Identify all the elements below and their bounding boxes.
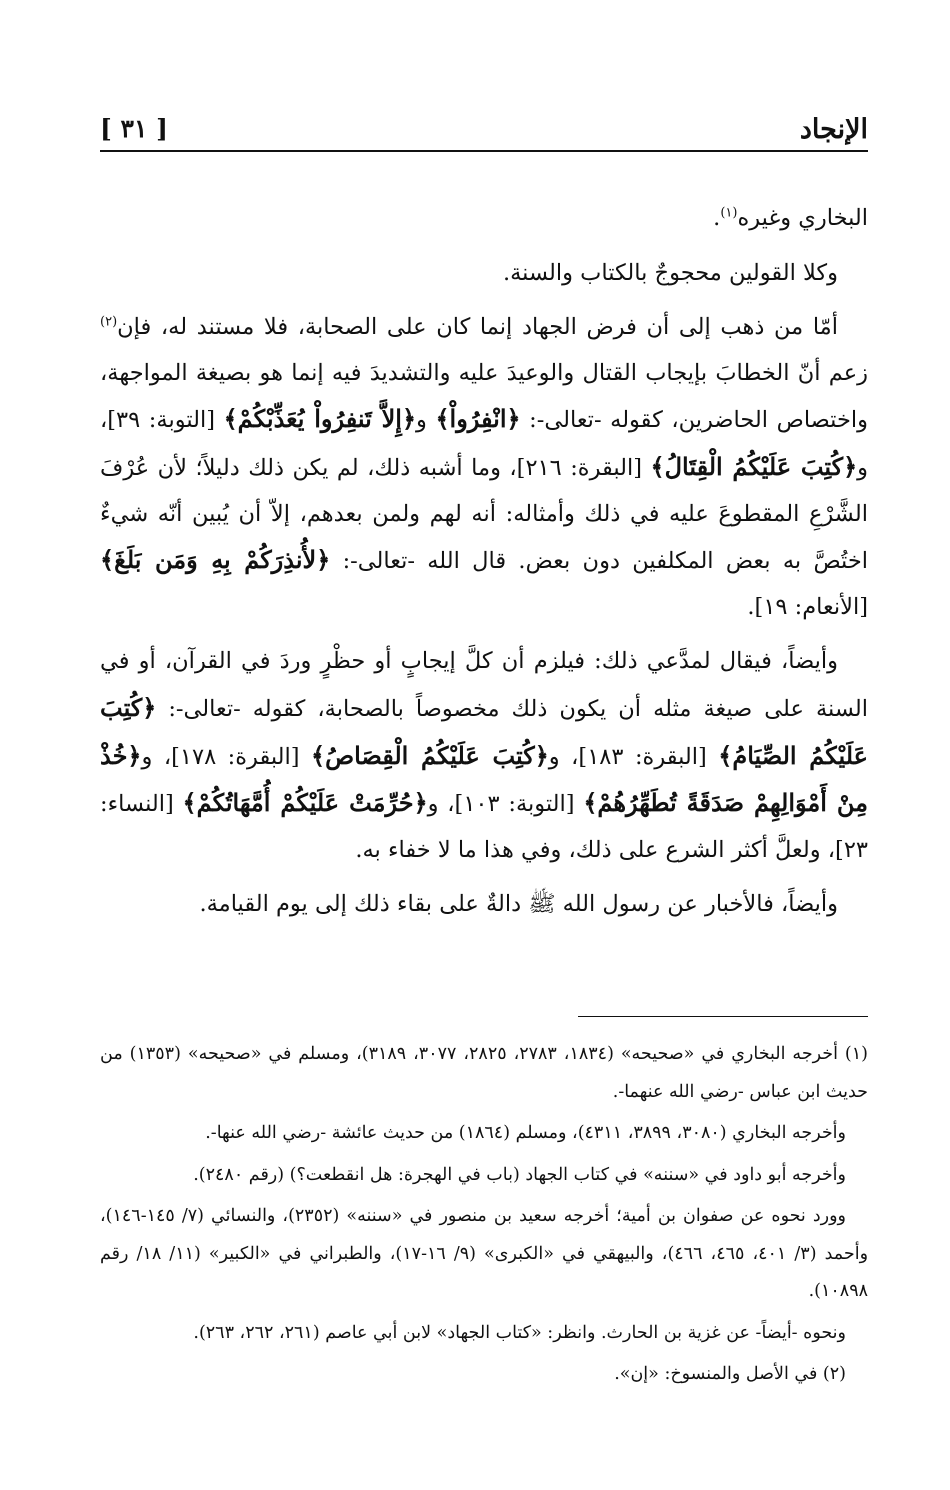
footnote-1-cont: وأخرجه أبو داود في «سننه» في كتاب الجهاد (باب في الهجرة: هل انقطعت؟) (رقم ٢٤٨٠). bbox=[193, 1164, 846, 1185]
quran-quote: ﴿خُذْ مِنْ أَمْوَالِهِمْ صَدَقَةً تُطَهِّرُهُمْ﴾ bbox=[100, 740, 869, 818]
quran-quote: ﴿كُتِبَ عَلَيْكُمُ الْقِصَاصُ﴾ bbox=[311, 740, 549, 770]
paragraph-4: وأيضاً، فيقال لمدَّعي ذلك: فيلزم أن كلَّ إيجابٍ أو حظْرٍ وردَ في القرآن، أو في السنة على صيغة مثله أن يكون ذلك مخصوصاً بالصحابة، كقوله -تعالى-: ﴿كُتِبَ عَلَيْكُمُ الصِّيَامُ﴾ [البقرة: ١٨٣]، و﴿كُتِبَ عَلَيْكُمُ الْقِصَاصُ﴾ [البقرة: ١٧٨]، و﴿خُذْ مِنْ أَمْوَالِهِمْ صَدَقَةً تُطَهِّرُهُمْ﴾ [التوبة: ١٠٣]، و﴿حُرِّمَتْ عَلَيْكُمْ أُمَّهَاتُكُمْ﴾ [النساء: ٢٣]، ولعلَّ أكثر الشرع على ذلك، وفي هذا ما لا خفاء به. bbox=[100, 648, 869, 863]
footnote-1: (١) أخرجه البخاري في «صحيحه» (١٨٣٤، ٢٧٨٣، ٢٨٢٥، ٣٠٧٧، ٣١٨٩)، ومسلم في «صحيحه» (١٣٥٣) من حديث ابن عباس -رضي الله عنهما-. bbox=[100, 1044, 868, 1102]
running-title: الإنجاد bbox=[799, 114, 868, 145]
page-header bbox=[100, 104, 868, 152]
quran-quote: ﴿كُتِبَ عَلَيْكُمُ الْقِتَالُ﴾ bbox=[650, 451, 858, 481]
footnotes bbox=[100, 1036, 868, 1398]
paragraph-3: أمّا من ذهب إلى أن فرض الجهاد إنما كان على الصحابة، فلا مستند له، فإن$^{(٢)}$ زعم أنّ الخطابَ بإيجاب القتال والوعيدَ عليه والتشديدَ فيه إنما هو بصيغة المواجهة، واختصاص الحاضرين، كقوله -تعالى-: ﴿انْفِرُواْ﴾ و﴿إِلاَّ تَنفِرُواْ يُعَذِّبْكُمْ﴾ [التوبة: ٣٩]، و﴿كُتِبَ عَلَيْكُمُ الْقِتَالُ﴾ [البقرة: ٢١٦]، وما أشبه ذلك، لم يكن ذلك دليلاً؛ لأن عُرْفَ الشَّرْعِ المقطوعَ عليه في ذلك وأمثاله: أنه لهم ولمن بعدهم، إلاّ أن يُبين أنّه شيءٌ اختُصَّ به بعض المكلفين دون بعض. قال الله -تعالى-: ﴿لأُنذِرَكُمْ بِهِ وَمَن بَلَغَ﴾ [الأنعام: ١٩]. bbox=[100, 314, 869, 620]
quran-quote: ﴿إِلاَّ تَنفِرُواْ يُعَذِّبْكُمْ﴾ bbox=[223, 404, 416, 434]
paragraph-5: وأيضاً، فالأخبار عن رسول الله ﷺ دالةٌ على بقاء ذلك إلى يوم القيامة. bbox=[199, 891, 838, 918]
paragraph-2: وكلا القولين محجوجٌ بالكتاب والسنة. bbox=[502, 259, 838, 286]
footnote-2: (٢) في الأصل والمنسوخ: «إن». bbox=[614, 1364, 846, 1384]
header-rule bbox=[100, 150, 868, 152]
quran-quote: ﴿حُرِّمَتْ عَلَيْكُمْ أُمَّهَاتُكُمْ﴾ bbox=[182, 788, 428, 818]
footnote-ref-2[interactable]: (٢) bbox=[100, 314, 118, 330]
footnote-1-cont: وورد نحوه عن صفوان بن أمية؛ أخرجه سعيد بن منصور في «سننه» (٢٣٥٢)، والنسائي (٧/ ١٤٥-١٤٦)، وأحمد (٣/ ٤٠١، ٤٦٥، ٤٦٦)، والبيهقي في «الكبرى» (٩/ ١٦-١٧)، والطبراني في «الكبير» (١١/ ١٨/ رقم ١٠٨٩٨). bbox=[100, 1206, 869, 1301]
quran-quote: ﴿كُتِبَ عَلَيْكُمُ الصِّيَامُ﴾ bbox=[100, 692, 868, 770]
main-text bbox=[100, 196, 868, 937]
footnote-ref-1[interactable]: (١) bbox=[720, 205, 738, 221]
footnote-separator bbox=[578, 1016, 868, 1017]
page-number: [ ٣١ ] bbox=[100, 114, 168, 143]
quran-quote: ﴿لأُنذِرَكُمْ بِهِ وَمَن بَلَغَ﴾ bbox=[100, 545, 331, 575]
quran-quote: ﴿انْفِرُواْ﴾ bbox=[435, 404, 521, 434]
footnote-1-cont: ونحوه -أيضاً- عن غزية بن الحارث. وانظر: «كتاب الجهاد» لابن أبي عاصم (٢٦١، ٢٦٢، ٢٦٣). bbox=[193, 1322, 846, 1343]
footnote-1-cont: وأخرجه البخاري (٣٠٨٠، ٣٨٩٩، ٤٣١١)، ومسلم (١٨٦٤) من حديث عائشة -رضي الله عنها-. bbox=[205, 1123, 846, 1143]
paragraph-1: البخاري وغيره$^{(١)}$. bbox=[713, 205, 868, 231]
